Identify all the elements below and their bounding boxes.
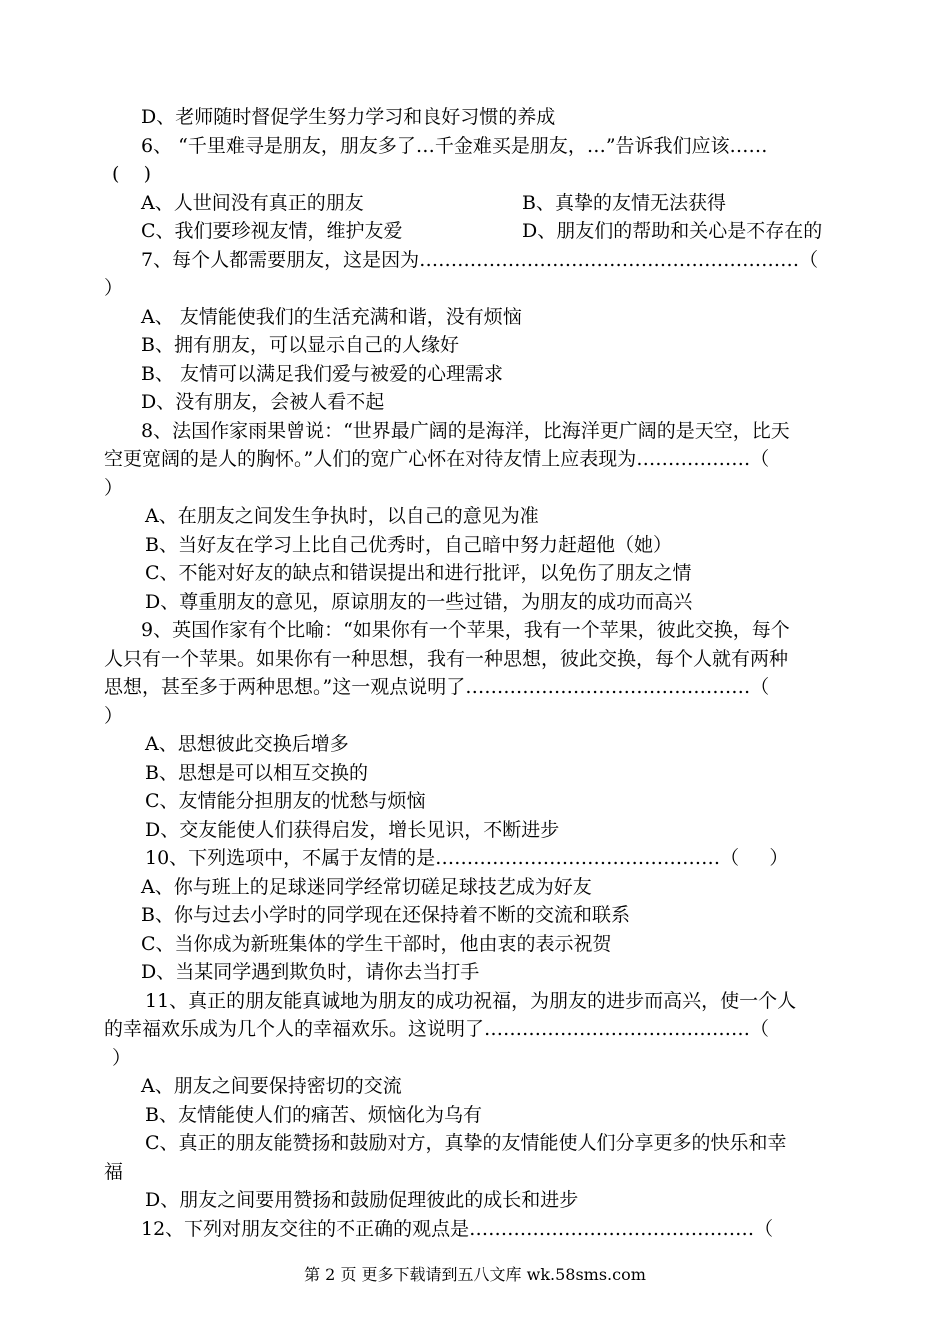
q11-stem-cont2: ）	[112, 1047, 132, 1069]
q5-option-d: D、老师随时督促学生努力学习和良好习惯的养成	[141, 106, 556, 128]
q6-option-d: D、朋友们的帮助和关心是不存在的	[522, 220, 823, 242]
q9-stem-cont2: 思想，甚至多于两种思想。”这一观点说明了………………………………………（	[104, 676, 770, 698]
q8-option-a: A、在朋友之间发生争执时，以自己的意见为准	[145, 505, 539, 527]
q6-stem: 6、 “千里难寻是朋友，朋友多了…千金难买是朋友，…”告诉我们应该……	[141, 135, 768, 157]
q10-option-c: C、当你成为新班集体的学生干部时，他由衷的表示祝贺	[141, 933, 612, 955]
q7-stem-cont: ）	[104, 277, 124, 299]
q11-stem-cont: 的幸福欢乐成为几个人的幸福欢乐。这说明了……………………………………（	[104, 1018, 770, 1040]
q9-option-b: B、思想是可以相互交换的	[145, 762, 368, 784]
q6-option-a: A、人世间没有真正的朋友	[141, 192, 364, 214]
q8-stem: 8、法国作家雨果曾说：“世界最广阔的是海洋，比海洋更广阔的是天空，比天	[141, 420, 790, 442]
q6-answer-blank: ( )	[112, 163, 151, 185]
q11-stem: 11、真正的朋友能真诚地为朋友的成功祝福，为朋友的进步而高兴，使一个人	[145, 990, 797, 1012]
q7-stem: 7、每个人都需要朋友，这是因为……………………………………………………（	[141, 249, 819, 271]
q9-option-c: C、友情能分担朋友的忧愁与烦恼	[145, 790, 426, 812]
q8-option-d: D、尊重朋友的意见，原谅朋友的一些过错，为朋友的成功而高兴	[145, 591, 693, 613]
q9-stem-cont: 人只有一个苹果。如果你有一种思想，我有一种思想，彼此交换，每个人就有两种	[104, 648, 789, 670]
q6-option-b: B、真挚的友情无法获得	[522, 192, 726, 214]
q10-stem: 10、下列选项中，不属于友情的是………………………………………（ ）	[145, 847, 789, 869]
q11-option-c: C、真正的朋友能赞扬和鼓励对方，真挚的友情能使人们分享更多的快乐和幸	[145, 1132, 787, 1154]
q11-option-d: D、朋友之间要用赞扬和鼓励促理彼此的成长和进步	[145, 1189, 579, 1211]
page-footer: 第 2 页 更多下载请到五八文库 wk.58sms.com	[304, 1265, 646, 1284]
q11-option-a: A、朋友之间要保持密切的交流	[141, 1075, 402, 1097]
q12-stem: 12、下列对朋友交往的不正确的观点是………………………………………（	[141, 1218, 774, 1240]
q10-option-d: D、当某同学遇到欺负时，请你去当打手	[141, 961, 480, 983]
q9-stem: 9、英国作家有个比喻：“如果你有一个苹果，我有一个苹果，彼此交换，每个	[141, 619, 790, 641]
q10-option-a: A、你与班上的足球迷同学经常切磋足球技艺成为好友	[141, 876, 592, 898]
q7-option-b: B、拥有朋友，可以显示自己的人缘好	[141, 334, 459, 356]
q7-option-a: A、 友情能使我们的生活充满和谐，没有烦恼	[141, 306, 522, 328]
q9-option-d: D、交友能使人们获得启发，增长见识，不断进步	[145, 819, 560, 841]
q10-option-b: B、你与过去小学时的同学现在还保持着不断的交流和联系	[141, 904, 630, 926]
q8-option-b: B、当好友在学习上比自己优秀时，自己暗中努力赶超他（她）	[145, 534, 672, 556]
q11-option-c-cont: 福	[104, 1161, 124, 1183]
q8-stem-cont: 空更宽阔的是人的胸怀。”人们的宽广心怀在对待友情上应表现为………………（	[104, 448, 770, 470]
q8-stem-cont2: ）	[104, 477, 124, 499]
q6-option-c: C、我们要珍视友情，维护友爱	[141, 220, 403, 242]
q7-option-d: D、没有朋友，会被人看不起	[141, 391, 385, 413]
q9-stem-cont3: ）	[104, 705, 124, 727]
q8-option-c: C、不能对好友的缺点和错误提出和进行批评，以免伤了朋友之情	[145, 562, 692, 584]
q9-option-a: A、思想彼此交换后增多	[145, 733, 349, 755]
q11-option-b: B、友情能使人们的痛苦、烦恼化为乌有	[145, 1104, 482, 1126]
q7-option-b2: B、 友情可以满足我们爱与被爱的心理需求	[141, 363, 504, 385]
